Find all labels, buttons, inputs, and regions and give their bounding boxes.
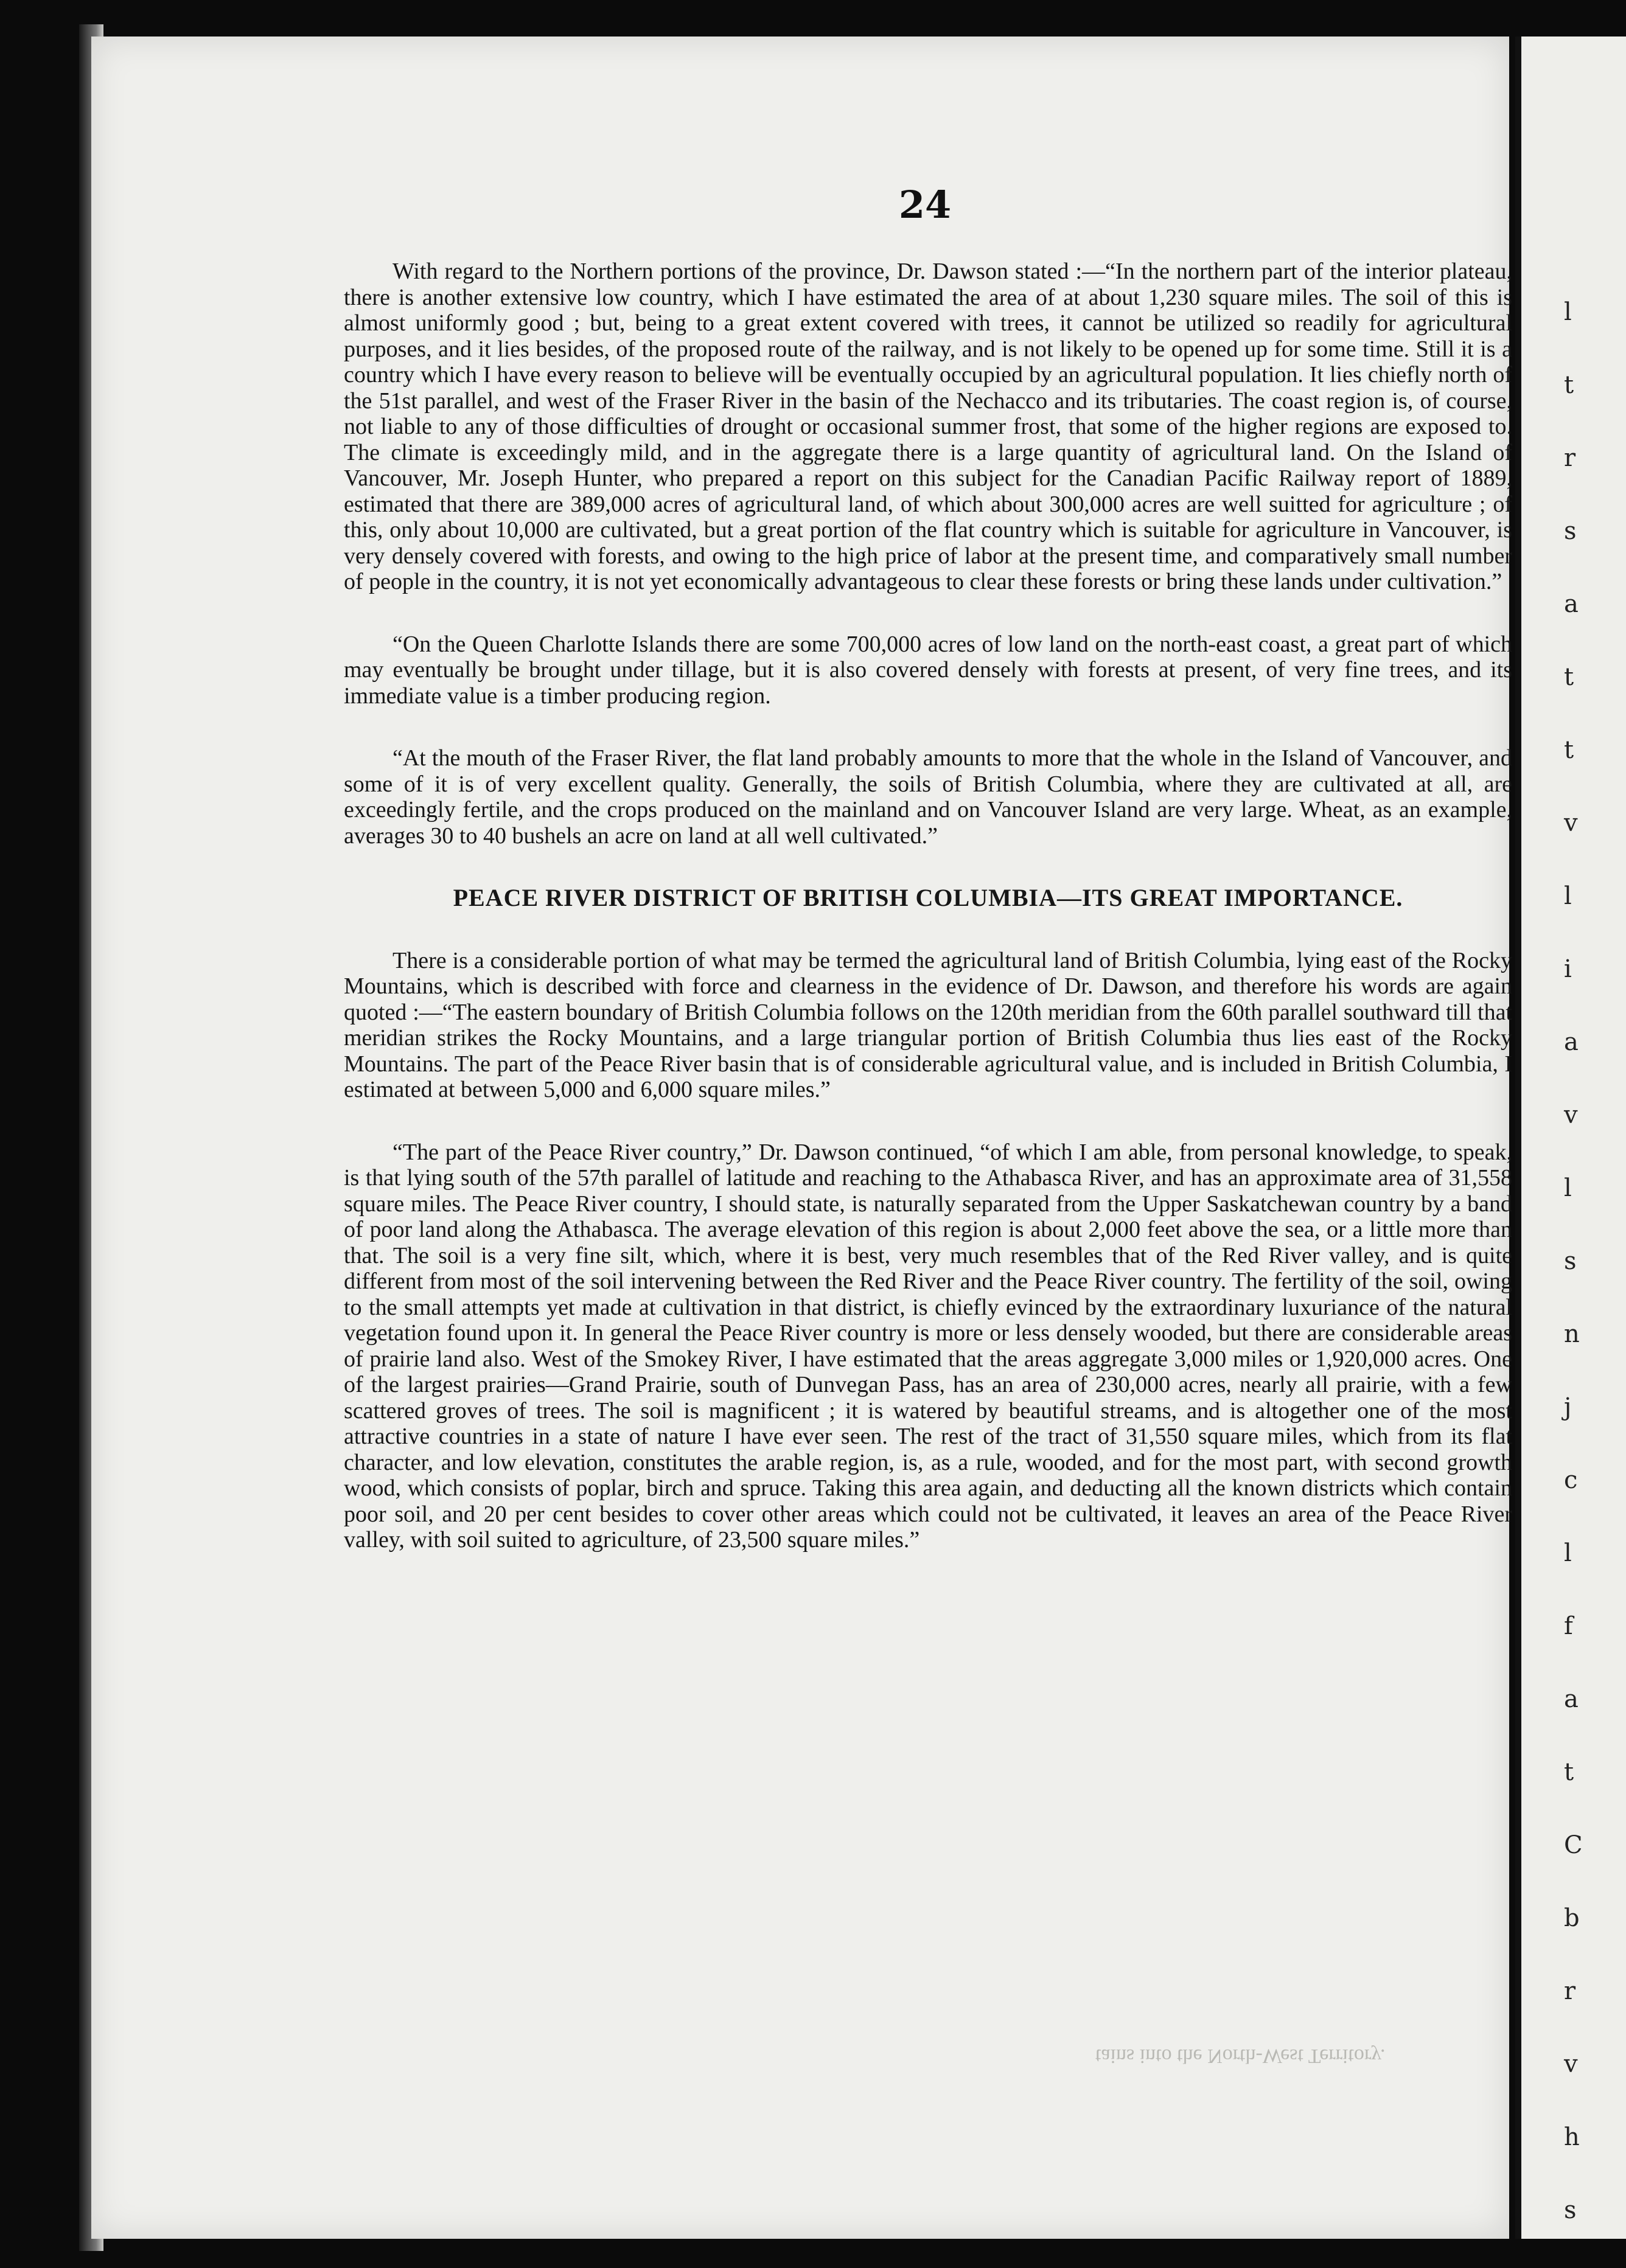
facing-page-letter: v [1564,809,1578,837]
facing-page-letter: l [1564,298,1572,326]
facing-page-letter: t [1564,663,1574,691]
facing-page-letter: a [1564,1685,1579,1713]
facing-page-letter: t [1564,371,1574,399]
paragraph-northern-portions: With regard to the Northern portions of the province, Dr. Dawson stated :—“In the northern part of the interior plateau, there is another extensive low country, which I have estimated the area of at about 1,230 square miles. The soil of this is almost uniformly good ; but, being to a great extent covered with trees, it cannot be utilized so readily for agricultural purposes, and it lies besides, of the proposed route of the railway, and is not likely to be opened up for some time. Still it is a country which I have every reason to believe will be eventually occupied by an agricultural population. It lies chiefly north of the 51st parallel, and west of the Fraser River in the basin of the Nechacco and its tributaries. The coast region is, of course, not liable to any of those difficulties of drought or occasional summer frost, that some of the higher regions are exposed to. The climate is exceedingly mild, and in the aggregate there is a large quantity of agricultural land. On the Island of Vancouver, Mr. Joseph Hunter, who prepared a report on this subject for the Canadian Pacific Railway report of 1889, estimated that there are 389,000 acres of agricultural land, of which about 300,000 acres are well suitted for agriculture ; of this, only about 10,000 are cultivated, but a great portion of the flat country which is suitable for agriculture in Vancouver, is very densely covered with forests, and owing to the high price of labor at the present time, and comparatively small number of people in the country, it is not yet economically advantageous to clear these forests or bring these lands under cultivation.” [344,259,1512,594]
page-number: 24 [898,183,952,227]
facing-page-letter: h [1564,2123,1580,2151]
facing-page-letter: l [1564,882,1572,910]
facing-page-letter: C [1564,1831,1583,1859]
paragraph-peace-river-country: “The part of the Peace River country,” Dr. Dawson continued, “of which I am able, from personal knowledge, to speak, is that lying south of the 57th parallel of latitude and reaching to the Athabasca River, and has an approximate area of 31,558 square miles. The Peace River country, I should state, is naturally separated from the Upper Saskatchewan country by a band of poor land along the Athabasca. The average elevation of this region is about 2,000 feet above the sea, or a little more than that. The soil is a very fine silt, which, where it is best, very much resembles that of the Red River valley, and is quite different from most of the soil intervening between the Red River and the Peace River country. The fertility of the soil, owing to the small attempts yet made at cultivation in that district, is chiefly evinced by the extraordinary luxuriance of the natural vegetation found upon it. In general the Peace River country is more or less densely wooded, but there are considerable areas of prairie land also. West of the Smokey River, I have estimated that the areas aggregate 3,000 miles or 1,920,000 acres. One of the largest prairies—Grand Prairie, south of Dunvegan Pass, has an area of 230,000 acres, nearly all prairie, with a few scattered groves of trees. The soil is magnificent ; it is watered by beautiful streams, and is altogether one of the most attractive countries in a state of nature I have ever seen. The rest of the tract of 31,550 square miles, which from its flat character, and low elevation, constitutes the arable region, is, as a rule, wooded, and for the most part, with second growth wood, which consists of poplar, birch and spruce. Taking this area again, and deducting all the known districts which contain poor soil, and 20 per cent besides to cover other areas which could not be cultivated, it leaves an area of the Peace River valley, with soil suited to agriculture, of 23,500 square miles.” [344,1139,1512,1553]
facing-page-letter: s [1564,1247,1577,1275]
facing-page-letter: l [1564,1174,1572,1202]
facing-page-letter: s [1564,517,1577,545]
facing-page-letter: l [1564,1539,1572,1567]
facing-page-letter: a [1564,590,1579,618]
facing-page-letter: b [1564,1904,1580,1932]
facing-page-letter: t [1564,1758,1574,1786]
facing-page-letter: c [1564,1466,1578,1494]
paragraph-queen-charlotte: “On the Queen Charlotte Islands there are some 700,000 acres of low land on the north-east coast, a great part of which may eventually be brought under tillage, but it is also covered densely with forests at present, of very fine trees, and its immediate value is a timber producing region. [344,631,1512,709]
facing-page-letter: v [1564,2050,1578,2078]
facing-page-letter: r [1564,444,1576,472]
facing-page-letter: i [1564,955,1572,983]
facing-page-letter: j [1564,1393,1572,1421]
facing-page-letter: r [1564,1977,1576,2005]
bleed-through-text: tains into the North-West Territory. [1095,2045,1386,2067]
paragraph-peace-river-intro: There is a considerable portion of what may be termed the agricultural land of British Columbia, lying east of the Rocky Mountains, which is described with force and clearness in the evidence of Dr. Dawson, and therefore his words are again quoted :—“The eastern boundary of British Columbia follows on the 120th meridian from the 60th parallel southward till that meridian strikes the Rocky Mountains, and a large triangular portion of British Columbia thus lies east of the Rocky Mountains. The part of the Peace River basin that is of considerable agricultural value, and is included in British Columbia, I estimated at between 5,000 and 6,000 square miles.” [344,947,1512,1102]
facing-page-letter: f [1564,1612,1573,1640]
page-body [344,259,1512,1553]
section-heading: PEACE RIVER DISTRICT OF BRITISH COLUMBIA—ITS GREAT IMPORTANCE. [453,884,1403,911]
facing-page-letter: t [1564,736,1574,764]
facing-page-letter: s [1564,2196,1577,2224]
facing-page-letter: a [1564,1028,1579,1056]
facing-page-edge [1515,37,1626,2239]
facing-page-letter: n [1564,1320,1580,1348]
paragraph-fraser-river: “At the mouth of the Fraser River, the flat land probably amounts to more that the whole in the Island of Vancouver, and some of it is of very excellent quality. Generally, the soils of British Columbia, where they are cultivated at all, are exceedingly fertile, and the crops produced on the mainland and on Vancouver Island are very large. Wheat, as an example, averages 30 to 40 bushels an acre on land at all well cultivated.” [344,745,1512,849]
facing-page-letter: v [1564,1101,1578,1129]
